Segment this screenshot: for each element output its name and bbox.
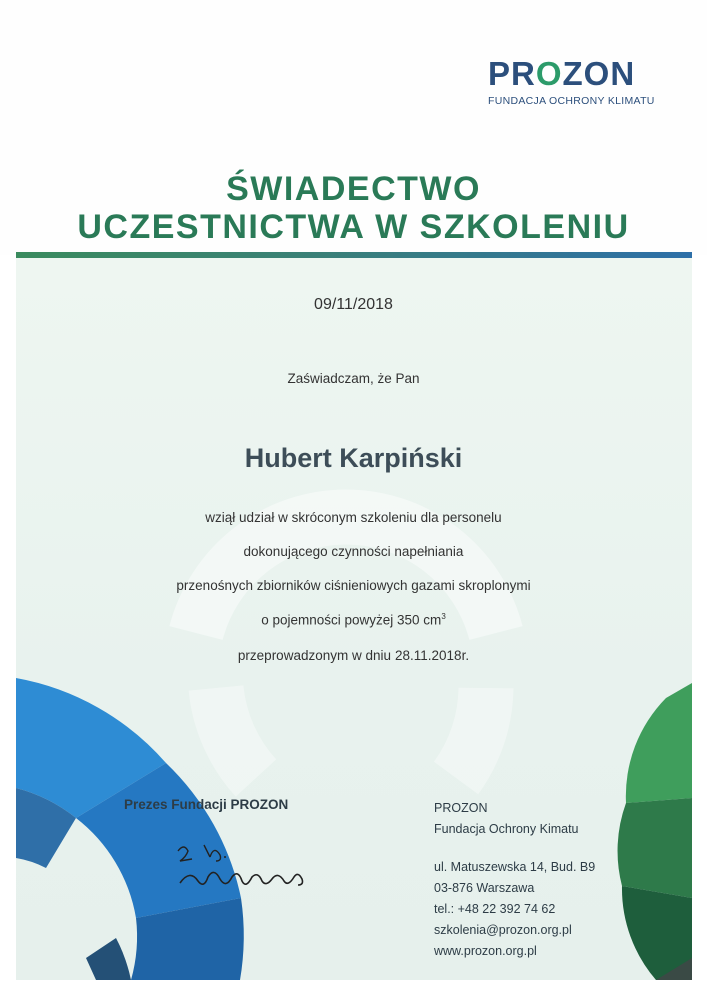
contact-city: 03-876 Warszawa: [434, 881, 535, 895]
issue-date: 09/11/2018: [314, 296, 393, 313]
signatory-label: Prezes Fundacji PROZON: [124, 797, 289, 812]
logo-wordmark: PROZON: [488, 55, 636, 92]
body-line-5: przeprowadzonym w dniu 28.11.2018r.: [237, 648, 470, 663]
contact-block: [434, 798, 595, 962]
body-line-1: wziął udział w skróconym szkoleniu dla personelu: [205, 510, 502, 525]
contact-org: PROZON: [434, 801, 488, 815]
training-date: 28.11.2018r.: [395, 648, 470, 663]
body-line-3: przenośnych zbiorników ciśnieniowych gazami skroplonymi: [176, 578, 531, 593]
handwritten-signature: [170, 835, 330, 905]
recipient-name: Hubert Karpiński: [244, 443, 463, 473]
contact-org-full: Fundacja Ochrony Kimatu: [434, 822, 579, 836]
prozon-logo: [488, 56, 668, 107]
title-line-1: ŚWIADECTWO: [226, 170, 481, 208]
title-line-2: UCZESTNICTWA W SZKOLENIU: [77, 208, 630, 246]
certificate-title: [0, 170, 707, 246]
contact-street: ul. Matuszewska 14, Bud. B9: [434, 860, 596, 874]
contact-phone: tel.: +48 22 392 74 62: [434, 902, 556, 916]
body-line-4: o pojemności powyżej 350 $cm^3$: [261, 612, 446, 628]
body-line-2: dokonującego czynności napełniania: [243, 544, 464, 559]
intro-text: Zaświadczam, że Pan: [287, 371, 420, 386]
contact-email[interactable]: szkolenia@prozon.org.pl: [434, 923, 572, 937]
logo-subtitle: FUNDACJA OCHRONY KLIMATU: [488, 95, 655, 107]
contact-website[interactable]: www.prozon.org.pl: [434, 944, 537, 958]
